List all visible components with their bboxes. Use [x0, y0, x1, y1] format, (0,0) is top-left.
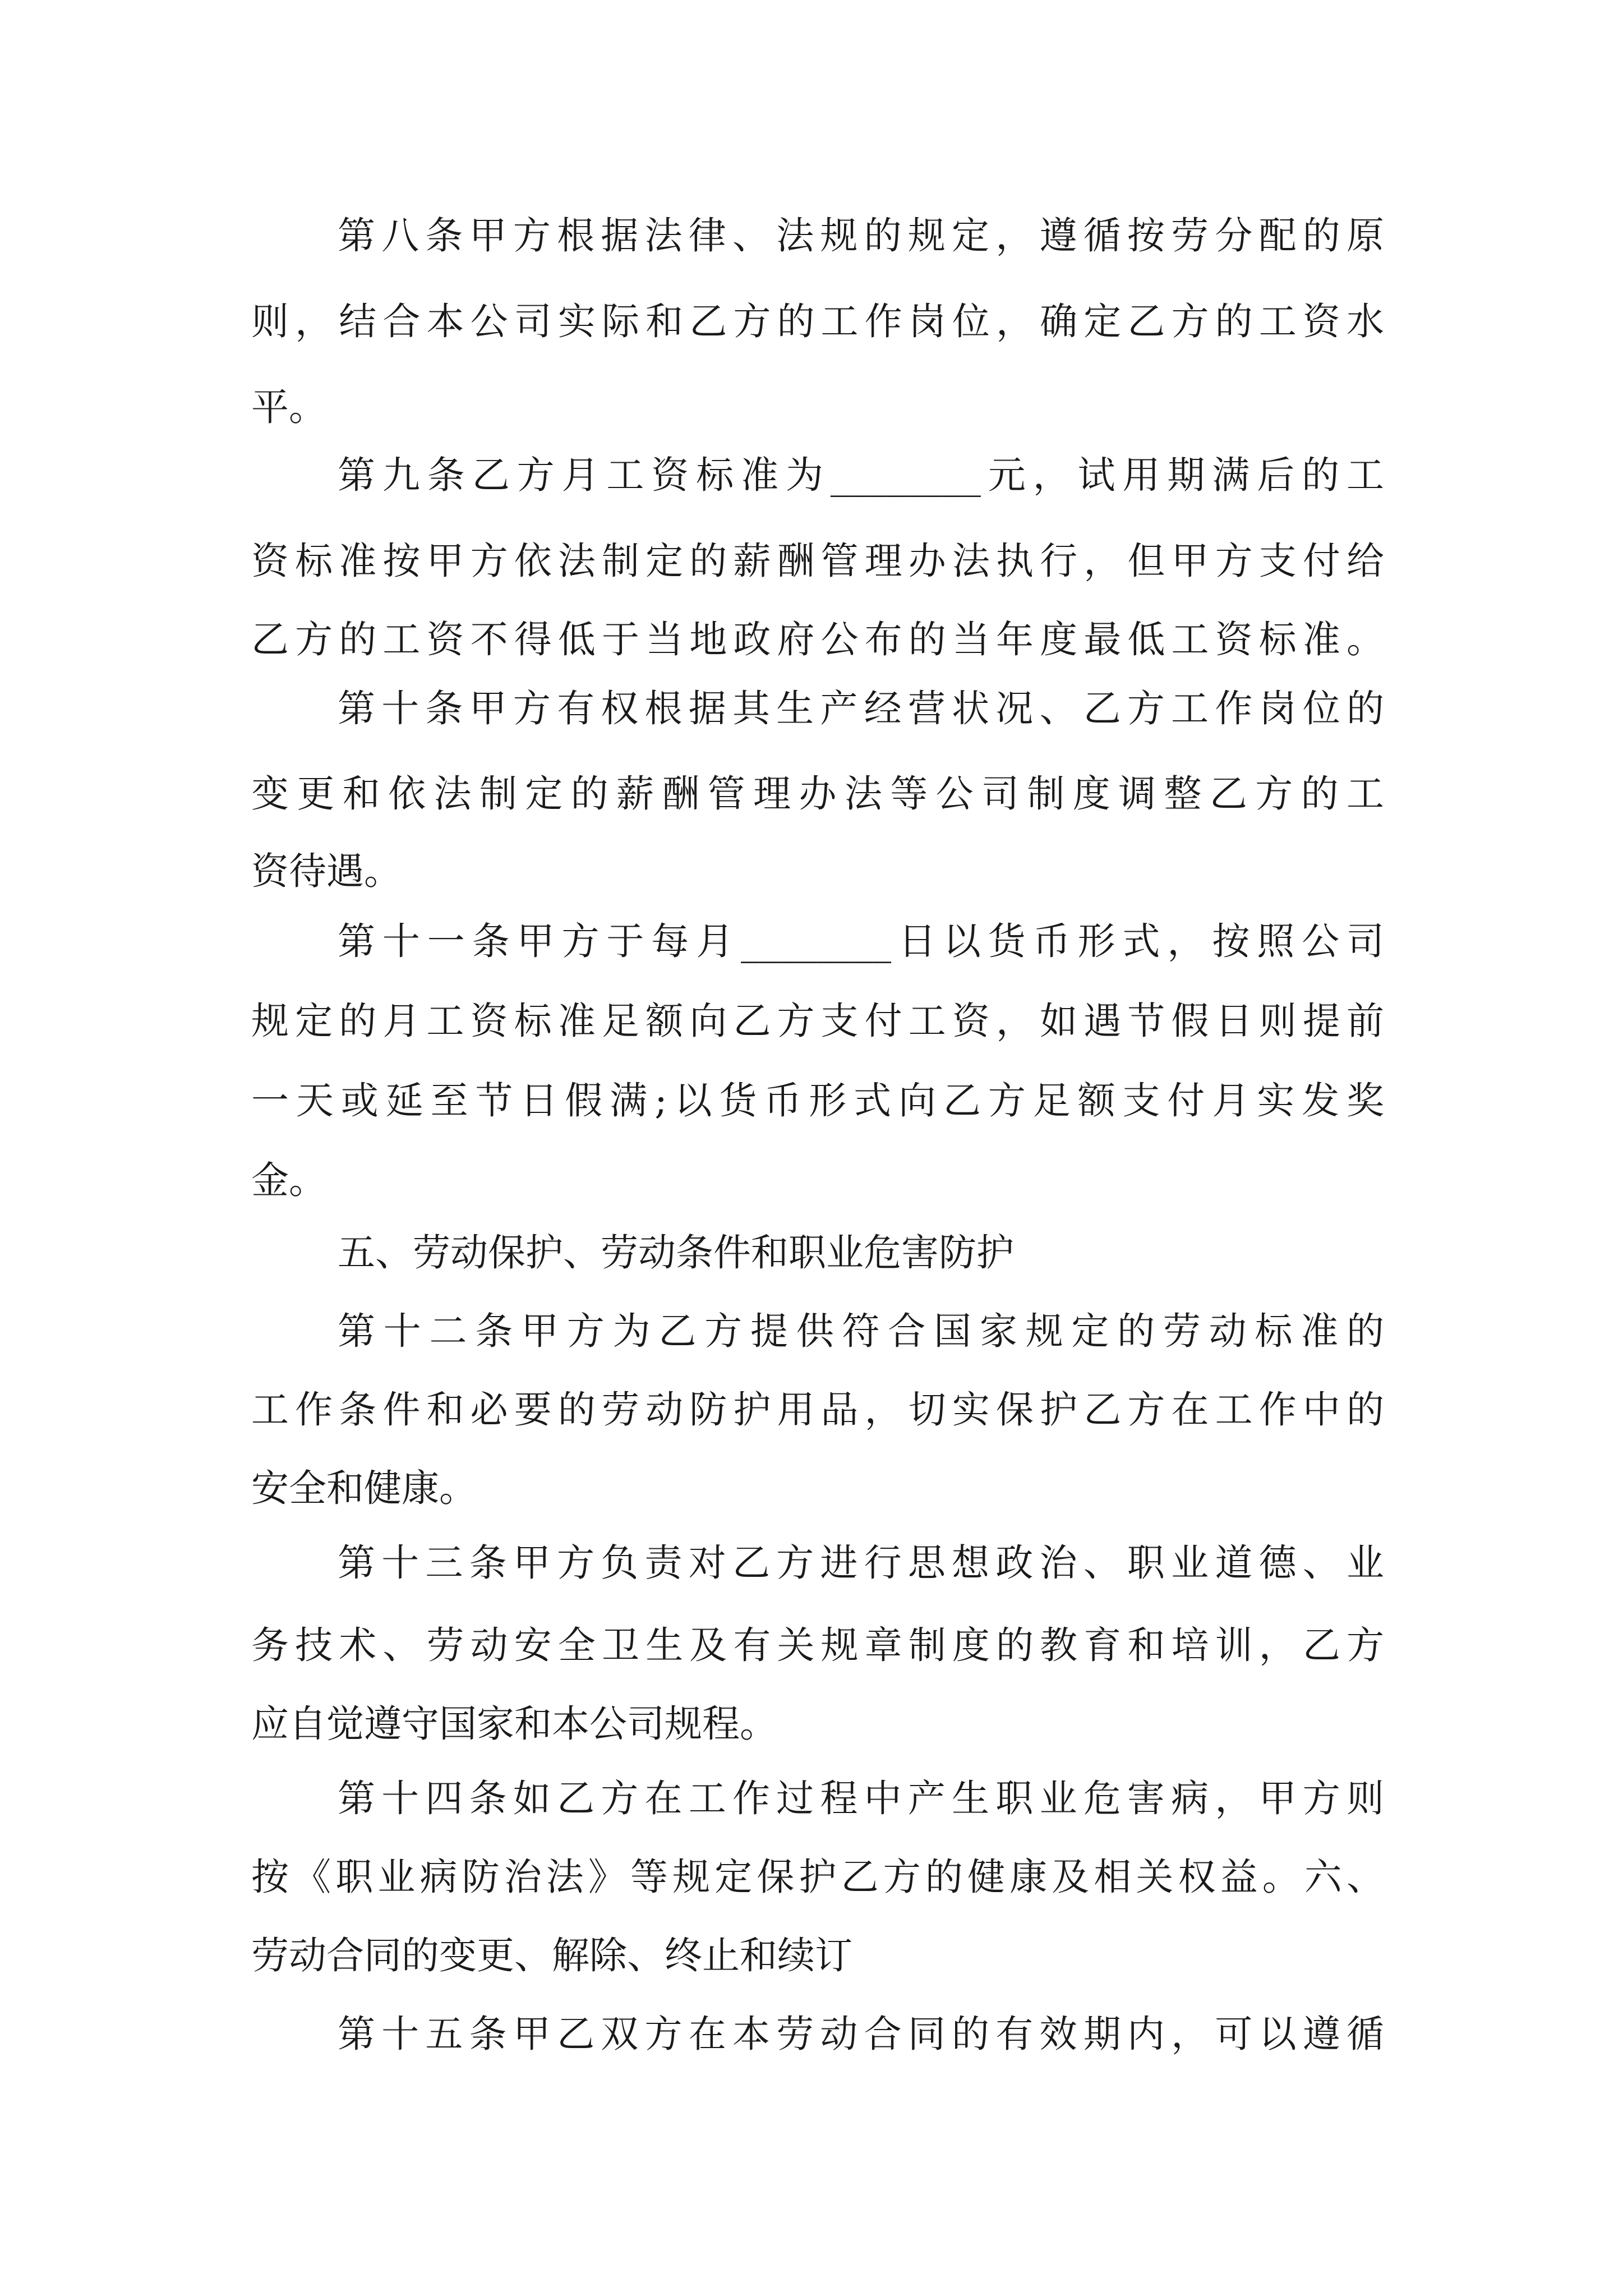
- article-11-line-1: 第十一条甲方于每月________日以货币形式，按照公司: [338, 919, 1384, 963]
- section-5-heading: 五、劳动保护、劳动条件和职业危害防护: [338, 1231, 1014, 1274]
- article-13-line-1: 第十三条甲方负责对乙方进行思想政治、职业道德、业: [338, 1541, 1384, 1585]
- article-14-line-2: 按《职业病防治法》等规定保护乙方的健康及相关权益。六、: [251, 1855, 1384, 1899]
- article-12-line-2: 工作条件和必要的劳动防护用品，切实保护乙方在工作中的: [251, 1388, 1384, 1432]
- article-9-line-3: 乙方的工资不得低于当地政府公布的当年度最低工资标准。: [251, 618, 1384, 661]
- article-9-line-2: 资标准按甲方依法制定的薪酬管理办法执行，但甲方支付给: [251, 539, 1384, 583]
- article-8-line-1: 第八条甲方根据法律、法规的规定，遵循按劳分配的原: [338, 214, 1384, 257]
- article-9-line-1: 第九条乙方月工资标准为________元，试用期满后的工: [338, 453, 1384, 497]
- article-8-line-3: 平。: [251, 385, 326, 429]
- article-14-line-1: 第十四条如乙方在工作过程中产生职业危害病，甲方则: [338, 1777, 1384, 1820]
- section-6-heading: 劳动合同的变更、解除、终止和续订: [251, 1934, 852, 1977]
- article-12-line-3: 安全和健康。: [251, 1466, 477, 1510]
- article-10-line-1: 第十条甲方有权根据其生产经营状况、乙方工作岗位的: [338, 687, 1384, 730]
- article-11-line-4: 金。: [251, 1158, 326, 1202]
- article-10-line-3: 资待遇。: [251, 849, 402, 893]
- article-13-line-2: 务技术、劳动安全卫生及有关规章制度的教育和培训，乙方: [251, 1623, 1384, 1667]
- article-8-line-2: 则，结合本公司实际和乙方的工作岗位，确定乙方的工资水: [251, 300, 1384, 343]
- article-11-line-2: 规定的月工资标准足额向乙方支付工资，如遇节假日则提前: [251, 999, 1384, 1043]
- article-11-line-3: 一天或延至节日假满;以货币形式向乙方足额支付月实发奖: [251, 1079, 1384, 1122]
- article-12-line-1: 第十二条甲方为乙方提供符合国家规定的劳动标准的: [338, 1309, 1384, 1353]
- article-13-line-3: 应自觉遵守国家和本公司规程。: [251, 1702, 777, 1746]
- article-15-line-1: 第十五条甲乙双方在本劳动合同的有效期内，可以遵循: [338, 2012, 1384, 2056]
- article-10-line-2: 变更和依法制定的薪酬管理办法等公司制度调整乙方的工: [251, 772, 1384, 816]
